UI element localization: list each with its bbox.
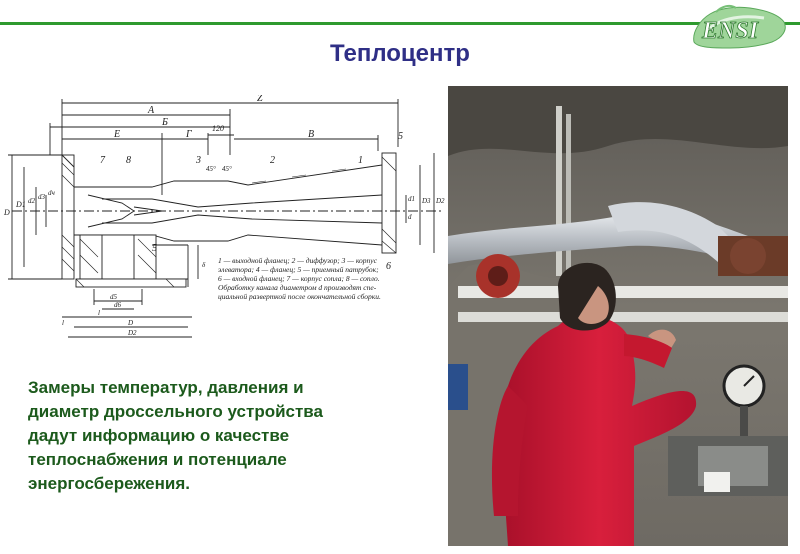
top-green-rule (0, 22, 800, 25)
part-2: 2 (270, 155, 275, 166)
side-right-d: d (408, 213, 412, 221)
part-5-bottom: 5 (152, 243, 157, 254)
side-d2: d2 (28, 197, 35, 205)
dim-b: Б (162, 117, 168, 128)
bottom-l: l (98, 309, 100, 317)
body-line: энергосбережения. (28, 474, 190, 493)
dim-v: В (308, 129, 315, 140)
legend-line: Обработку канала диаметром d производят спе- (218, 283, 377, 292)
legend-line: элеватора; 4 — фланец; 5 — приемный патрубок; (218, 265, 379, 274)
side-d: D (4, 208, 10, 217)
body-line: Замеры температур, давления и (28, 378, 304, 397)
heat-station-photo (448, 86, 788, 546)
side-d4: dч (48, 189, 55, 197)
drawing-legend (218, 256, 450, 301)
side-right-d2: D2 (436, 197, 445, 205)
side-right-d1: d1 (408, 195, 415, 203)
part-8: 8 (126, 155, 131, 166)
side-d3: d3 (38, 193, 45, 201)
bottom-d6: d6 (114, 301, 121, 309)
legend-line: 6 — входной фланец; 7 — корпус сопла; 8 — сопло. (218, 274, 380, 283)
dim-angle-2: 45° (222, 165, 232, 173)
part-1: 1 (358, 155, 363, 166)
side-d1: D1 (16, 200, 26, 209)
dim-z: Z (257, 95, 263, 104)
bottom-d5: d5 (110, 293, 117, 301)
part-3: 3 (196, 155, 201, 166)
dim-angle-1: 45° (206, 165, 216, 173)
side-delta: δ (202, 261, 206, 269)
legend-line: 1 — выходной фланец; 2 — диффузор; 3 — корпус (218, 256, 377, 265)
dim-a: A (148, 105, 155, 116)
body-line: теплоснабжения и потенциале (28, 450, 287, 469)
bottom-l-left: l (62, 319, 64, 327)
dim-e: E (114, 129, 121, 140)
dim-g: Г (186, 129, 192, 140)
part-7: 7 (100, 155, 105, 166)
body-line: дадут информацию о качестве (28, 426, 290, 445)
body-line: диаметр дроссельного устройства (28, 402, 323, 421)
legend-line: циальной разверткой после окончательной сборки. (218, 292, 381, 301)
logo-text: ENSI (702, 18, 759, 44)
part-6: 6 (386, 261, 391, 272)
bottom-d: D (128, 319, 134, 327)
side-right-d3: D3 (422, 197, 431, 205)
elevator-technical-drawing (2, 95, 450, 350)
slide-body-text (28, 376, 438, 496)
part-5-top: 5 (398, 131, 403, 142)
dim-120: 120 (212, 124, 224, 133)
page-title: Теплоцентр (330, 40, 470, 67)
bottom-d2: D2 (128, 329, 137, 337)
